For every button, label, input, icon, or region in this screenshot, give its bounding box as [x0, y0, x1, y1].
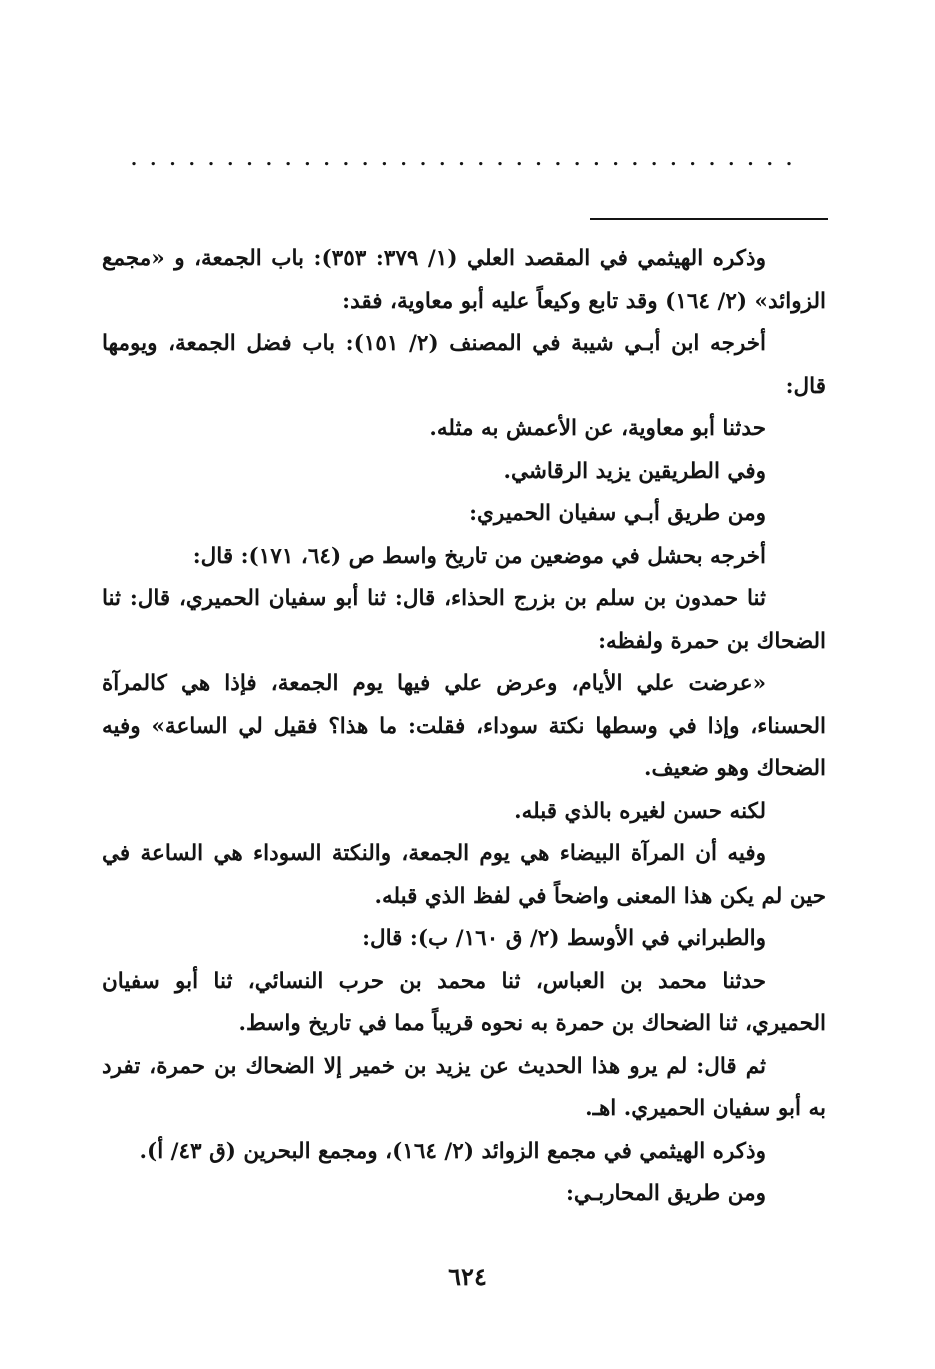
- paragraph: ثنا حمدون بن سلم بن بزرج الحذاء، قال: ثنا أبو سفيان الحميري، قال: ثنا الضحاك بن حمرة ولفظه:: [102, 586, 826, 654]
- footnote-separator-dots: ...................................: [130, 150, 806, 170]
- paragraph: ثم قال: لم يرو هذا الحديث عن يزيد بن خمير إلا الضحاك بن حمرة، تفرد به أبو سفيان الحميري. اهـ.: [102, 1053, 826, 1121]
- paragraph: «عرضت علي الأيام، وعرض علي فيها يوم الجمعة، فإذا هي كالمرآة الحسناء، وإذا في وسطها نكتة سوداء، فقلت: ما هذا؟ فقيل لي الساعة» وفيه الضحاك وهو ضعيف.: [102, 671, 826, 781]
- paragraph: والطبراني في الأوسط (٢/ ق ١٦٠/ ب): قال:: [362, 926, 766, 951]
- main-text: [102, 238, 826, 1216]
- page-number: ٦٢٤: [448, 1262, 487, 1291]
- footnote-rule: [590, 218, 828, 220]
- paragraph: أخرجه بحشل في موضعين من تاريخ واسط ص (٦٤، ١٧١): قال:: [192, 543, 766, 569]
- paragraph: لكنه حسن لغيره بالذي قبله.: [514, 798, 766, 824]
- paragraph: وذكره الهيثمي في مجمع الزوائد (٢/ ١٦٤)، ومجمع البحرين (ق ٤٣/ أ).: [139, 1138, 766, 1164]
- paragraph: وفي الطريقين يزيد الرقاشي.: [503, 458, 766, 484]
- paragraph: حدثنا أبو معاوية، عن الأعمش به مثله.: [429, 416, 766, 441]
- paragraph: وفيه أن المرآة البيضاء هي يوم الجمعة، والنكتة السوداء هي الساعة في حين لم يكن هذا المعنى واضحاً في لفظ الذي قبله.: [102, 841, 826, 909]
- paragraph: حدثنا محمد بن العباس، ثنا محمد بن حرب النسائي، ثنا أبو سفيان الحميري، ثنا الضحاك بن حمرة به نحوه قريباً مما في تاريخ واسط.: [102, 968, 826, 1036]
- paragraph: أخرجه ابن أبـي شيبة في المصنف (٢/ ١٥١): باب فضل الجمعة، ويومها قال:: [102, 331, 826, 399]
- paragraph: ومن طريق المحاربـي:: [565, 1181, 766, 1206]
- paragraph: ومن طريق أبـي سفيان الحميري:: [469, 501, 766, 526]
- paragraph: وذكره الهيثمي في المقصد العلي (١/ ٣٧٩: ٣٥٣): باب الجمعة، و «مجمع الزوائد» (٢/ ١٦٤) وقد تابع وكيعاً عليه أبو معاوية، فقد:: [102, 246, 826, 314]
